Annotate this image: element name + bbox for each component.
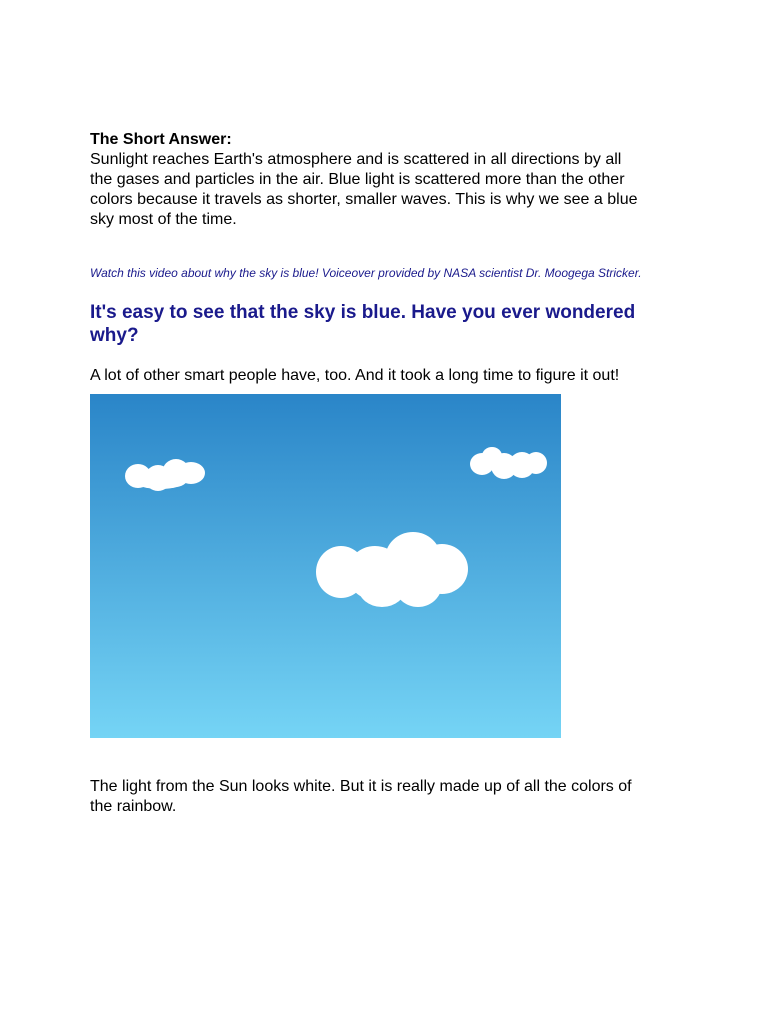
closing-line: the rainbow. [90, 798, 177, 815]
short-answer-line: sky most of the time. [90, 211, 237, 228]
intro-paragraph: A lot of other smart people have, too. And it took a long time to figure it out! [90, 367, 620, 384]
short-answer-line: colors because it travels as shorter, smaller waves. This is why we see a blue [90, 191, 638, 208]
closing-line: The light from the Sun looks white. But it is really made up of all the colors of [90, 778, 632, 795]
short-answer-paragraph [90, 150, 690, 230]
short-answer-line: the gases and particles in the air. Blue light is scattered more than the other [90, 171, 625, 188]
video-note-caption: Watch this video about why the sky is blue! Voiceover provided by NASA scientist Dr. Moogega Stricker. [90, 266, 642, 280]
section-heading [90, 301, 690, 347]
short-answer-line: Sunlight reaches Earth's atmosphere and is scattered in all directions by all [90, 151, 622, 168]
section-heading-line: why? [90, 325, 139, 346]
closing-paragraph [90, 777, 690, 817]
sky-clouds-illustration [90, 394, 561, 738]
short-answer-heading: The Short Answer: [90, 131, 232, 148]
section-heading-line: It's easy to see that the sky is blue. Have you ever wondered [90, 302, 636, 323]
